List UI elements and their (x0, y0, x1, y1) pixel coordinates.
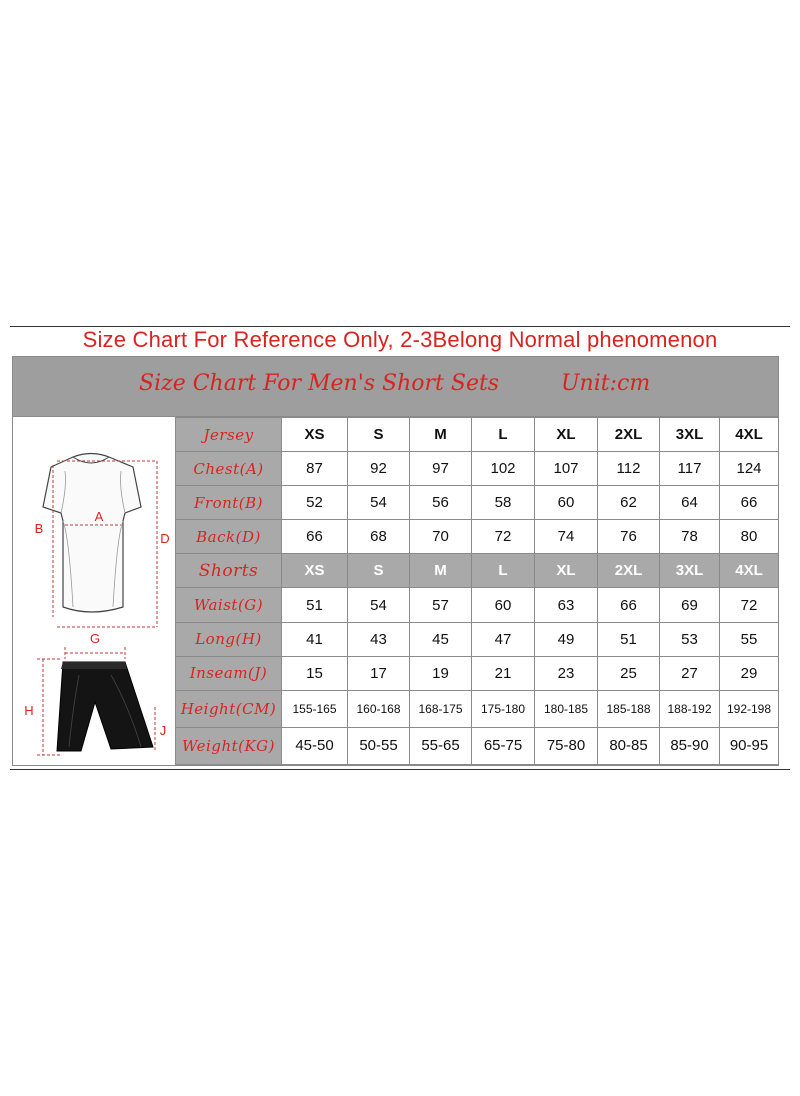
table-cell: 51 (282, 588, 348, 622)
table-row (176, 622, 779, 656)
row-label: Back(D) (176, 520, 282, 554)
row-label: Height(CM) (176, 690, 282, 727)
table-cell: 63 (535, 588, 598, 622)
table-cell: 80-85 (598, 727, 660, 764)
size-table (175, 417, 779, 765)
table-cell: 55-65 (410, 727, 472, 764)
table-cell: 66 (598, 588, 660, 622)
table-row (176, 452, 779, 486)
table-cell: 4XL (720, 418, 779, 452)
table-cell: XL (535, 554, 598, 588)
table-cell: 2XL (598, 554, 660, 588)
table-cell: 49 (535, 622, 598, 656)
table-cell: 76 (598, 520, 660, 554)
table-cell: 2XL (598, 418, 660, 452)
table-cell: 54 (348, 486, 410, 520)
label-d: D (160, 531, 170, 546)
label-a: A (94, 509, 104, 524)
row-label: Inseam(J) (176, 656, 282, 690)
label-j: J (159, 723, 167, 738)
table-cell: 58 (472, 486, 535, 520)
table-cell: 4XL (720, 554, 779, 588)
table-cell: 53 (660, 622, 720, 656)
table-cell: XS (282, 554, 348, 588)
size-chart (12, 356, 779, 766)
table-cell: 57 (410, 588, 472, 622)
table-cell: 85-90 (660, 727, 720, 764)
table-cell: 70 (410, 520, 472, 554)
table-row (176, 486, 779, 520)
garment-illustration (13, 417, 176, 765)
label-b: B (34, 521, 44, 536)
table-cell: 102 (472, 452, 535, 486)
reference-notice: Size Chart For Reference Only, 2-3Belong Normal phenomenon (82, 327, 718, 352)
table-cell: 192-198 (720, 690, 779, 727)
table-cell: 25 (598, 656, 660, 690)
shorts-icon (57, 662, 153, 751)
table-cell: 45-50 (282, 727, 348, 764)
table-cell: 90-95 (720, 727, 779, 764)
table-cell: 52 (282, 486, 348, 520)
row-label: Jersey (176, 418, 282, 452)
label-g: G (89, 631, 101, 646)
table-cell: S (348, 554, 410, 588)
chart-banner (13, 357, 778, 417)
table-row (176, 418, 779, 452)
table-cell: 69 (660, 588, 720, 622)
table-cell: 41 (282, 622, 348, 656)
table-cell: 3XL (660, 418, 720, 452)
row-label: Waist(G) (176, 588, 282, 622)
row-label: Long(H) (176, 622, 282, 656)
table-cell: 78 (660, 520, 720, 554)
table-cell: 92 (348, 452, 410, 486)
table-cell: 29 (720, 656, 779, 690)
table-cell: 68 (348, 520, 410, 554)
table-cell: 112 (598, 452, 660, 486)
table-cell: 65-75 (472, 727, 535, 764)
table-cell: 74 (535, 520, 598, 554)
table-cell: 23 (535, 656, 598, 690)
table-cell: XS (282, 418, 348, 452)
row-label: Weight(KG) (176, 727, 282, 764)
table-cell: 80 (720, 520, 779, 554)
table-cell: 180-185 (535, 690, 598, 727)
table-cell: 17 (348, 656, 410, 690)
table-cell: 51 (598, 622, 660, 656)
table-cell: 47 (472, 622, 535, 656)
table-cell: M (410, 554, 472, 588)
table-cell: 160-168 (348, 690, 410, 727)
table-cell: 27 (660, 656, 720, 690)
table-row (176, 690, 779, 727)
table-row (176, 554, 779, 588)
bottom-divider (10, 769, 790, 770)
table-cell: 66 (720, 486, 779, 520)
table-cell: M (410, 418, 472, 452)
table-row (176, 727, 779, 764)
row-label: Front(B) (176, 486, 282, 520)
table-cell: 54 (348, 588, 410, 622)
row-label: Shorts (176, 554, 282, 588)
table-cell: L (472, 554, 535, 588)
table-cell: 185-188 (598, 690, 660, 727)
table-cell: 155-165 (282, 690, 348, 727)
table-cell: 62 (598, 486, 660, 520)
table-cell: L (472, 418, 535, 452)
table-cell: 50-55 (348, 727, 410, 764)
table-cell: 124 (720, 452, 779, 486)
table-cell: 19 (410, 656, 472, 690)
row-label: Chest(A) (176, 452, 282, 486)
table-cell: 107 (535, 452, 598, 486)
chart-title: Size Chart For Men's Short Sets (139, 371, 500, 396)
table-cell: 64 (660, 486, 720, 520)
table-cell: 55 (720, 622, 779, 656)
table-cell: XL (535, 418, 598, 452)
table-cell: 72 (472, 520, 535, 554)
table-cell: 87 (282, 452, 348, 486)
table-cell: 168-175 (410, 690, 472, 727)
table-cell: 45 (410, 622, 472, 656)
jersey-icon (43, 454, 141, 613)
table-cell: 72 (720, 588, 779, 622)
table-cell: 117 (660, 452, 720, 486)
label-h: H (24, 703, 34, 718)
table-cell: 56 (410, 486, 472, 520)
table-row (176, 588, 779, 622)
table-cell: 75-80 (535, 727, 598, 764)
table-cell: S (348, 418, 410, 452)
table-cell: 97 (410, 452, 472, 486)
measurement-diagram (13, 417, 175, 765)
table-cell: 60 (472, 588, 535, 622)
table-cell: 43 (348, 622, 410, 656)
chart-unit: Unit:cm (561, 371, 651, 396)
table-cell: 21 (472, 656, 535, 690)
table-cell: 60 (535, 486, 598, 520)
table-row (176, 656, 779, 690)
table-row (176, 520, 779, 554)
table-cell: 66 (282, 520, 348, 554)
table-cell: 3XL (660, 554, 720, 588)
table-cell: 175-180 (472, 690, 535, 727)
table-cell: 188-192 (660, 690, 720, 727)
table-cell: 15 (282, 656, 348, 690)
